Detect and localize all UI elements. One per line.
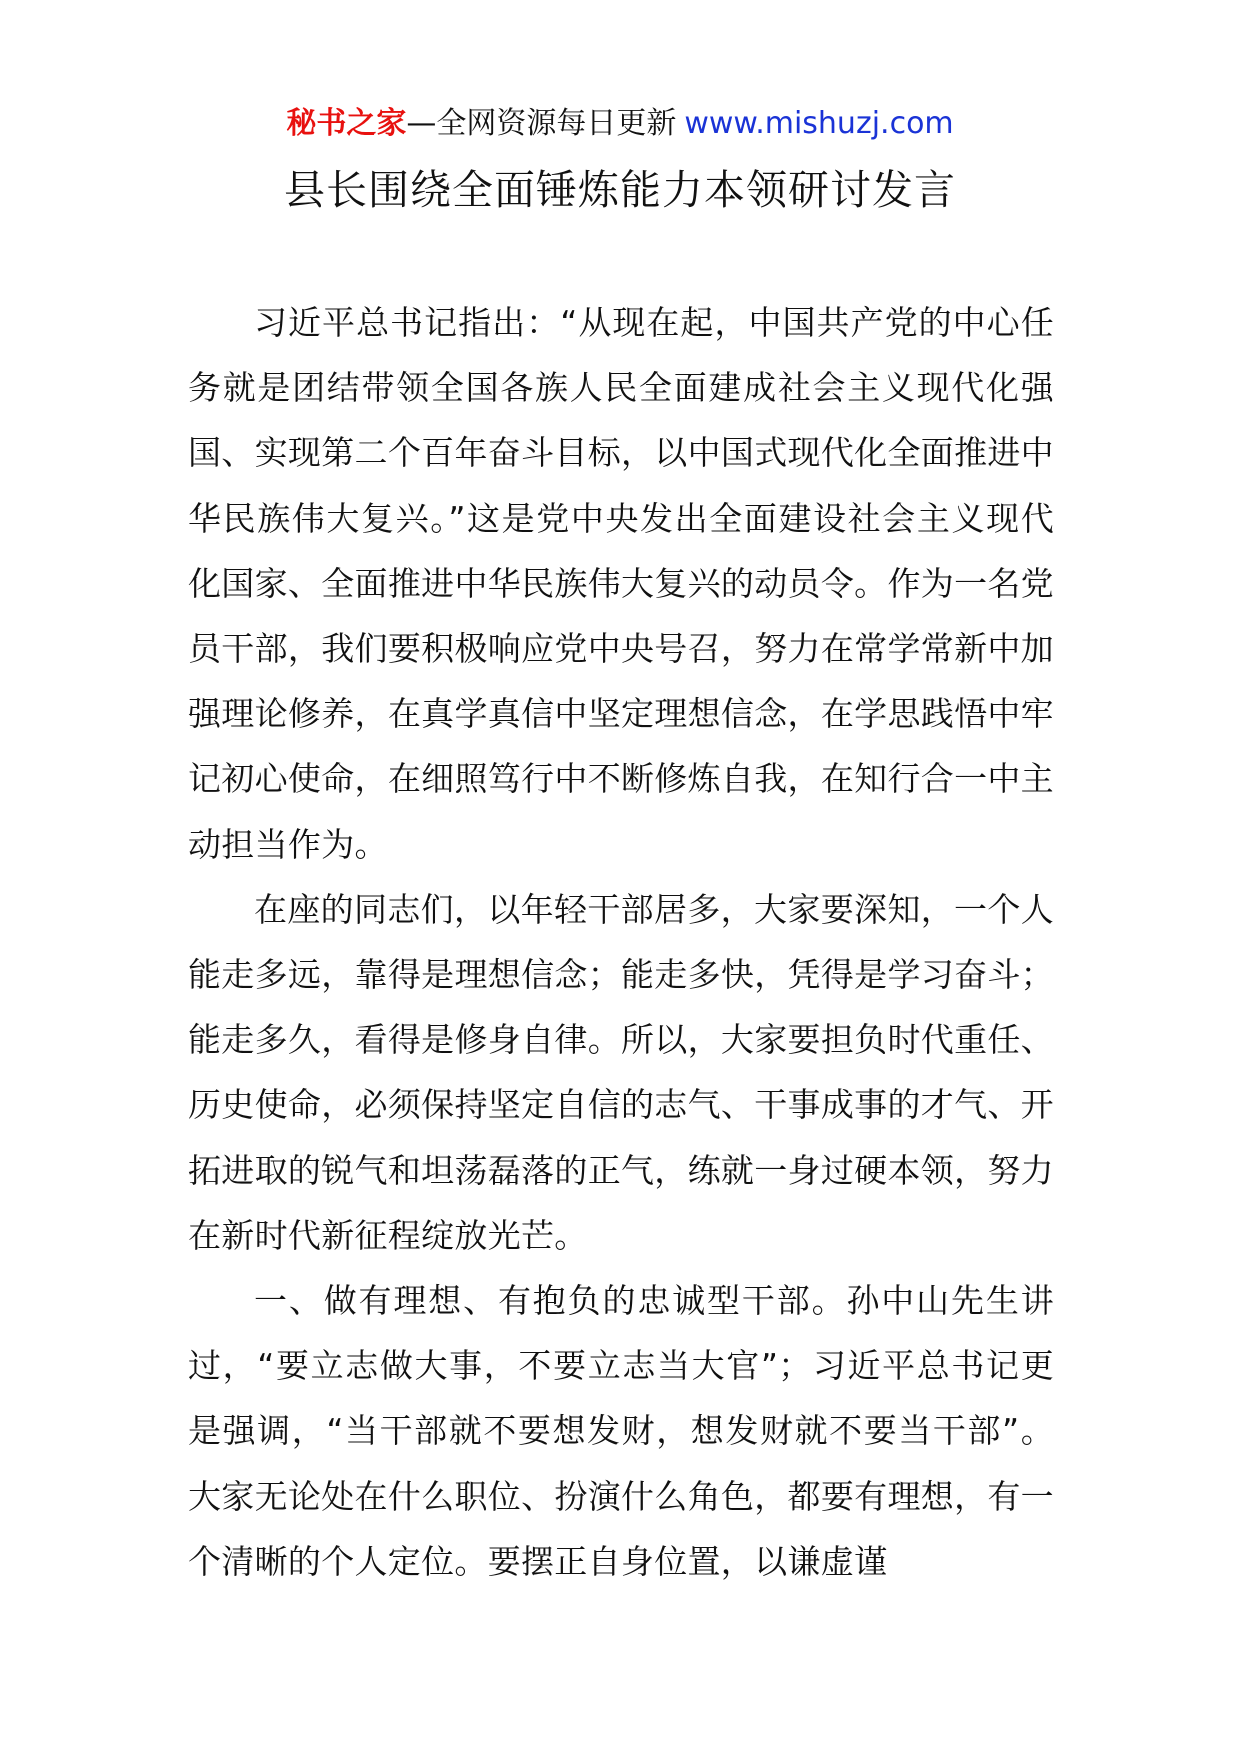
site-url-link[interactable]: www.mishuzj.com	[684, 106, 954, 141]
document-title: 县长围绕全面锤炼能力本领研讨发言	[284, 166, 956, 214]
brand-name: 秘书之家	[286, 106, 407, 141]
paragraph-1: 习近平总书记指出：“从现在起，中国共产党的中心任务就是团结带领全国各族人民全面建成社会主义现代化强国、实现第二个百年奋斗目标，以中国式现代化全面推进中华民族伟大复兴。”这是党中央发出全面建设社会主义现代化国家、全面推进中华民族伟大复兴的动员令。作为一名党员干部，我们要积极响应党中央号召，努力在常学常新中加强理论修养，在真学真信中坚定理想信念，在学思践悟中牢记初心使命，在细照笃行中不断修炼自我，在知行合一中主动担当作为。	[188, 303, 1054, 864]
document-body	[188, 290, 1054, 1594]
paragraph-3: 一、做有理想、有抱负的忠诚型干部。孙中山先生讲过，“要立志做大事，不要立志当大官”；习近平总书记更是强调，“当干部就不要想发财，想发财就不要当干部”。大家无论处在什么职位、扮演什么角色，都要有理想，有一个清晰的个人定位。要摆正自身位置，以谦虚谨	[188, 1281, 1054, 1581]
paragraph-2: 在座的同志们，以年轻干部居多，大家要深知，一个人能走多远，靠得是理想信念；能走多快，凭得是学习奋斗；能走多久，看得是修身自律。所以，大家要担负时代重任、历史使命，必须保持坚定自信的志气、干事成事的才气、开拓进取的锐气和坦荡磊落的正气，练就一身过硬本领，努力在新时代新征程绽放光芒。	[188, 889, 1054, 1255]
site-tagline: —全网资源每日更新	[406, 106, 677, 141]
site-header-banner	[0, 102, 1240, 146]
